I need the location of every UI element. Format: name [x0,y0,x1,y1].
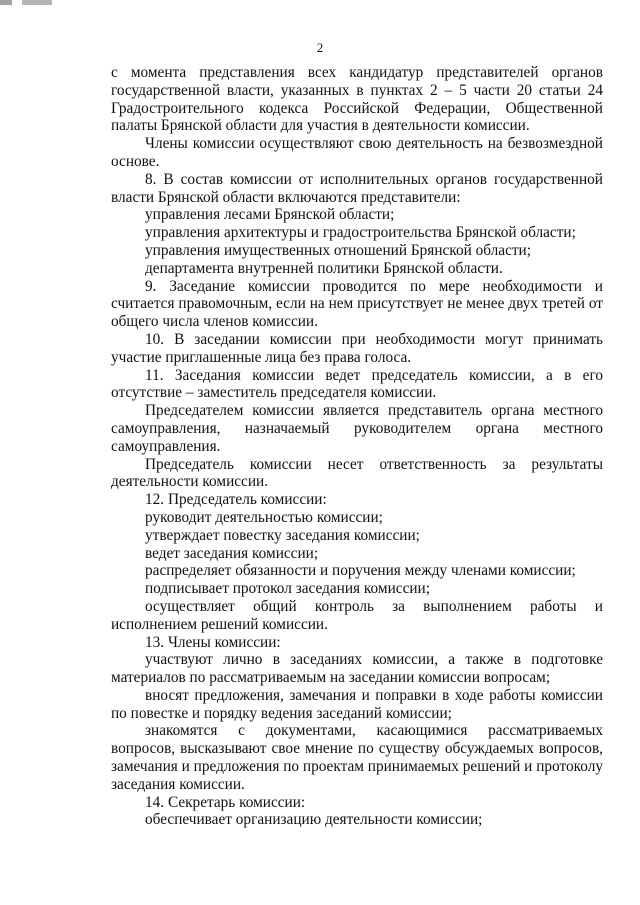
paragraph: осуществляет общий контроль за выполнением работы и исполнением решений комиссии. [111,597,603,633]
paragraph: 11. Заседания комиссии ведет председатель комиссии, а в его отсутствие – заместитель председателя комиссии. [111,366,603,402]
paragraph: 9. Заседание комиссии проводится по мере необходимости и считается правомочным, если на нем присутствует не менее двух третей от общего числа членов комиссии. [111,277,603,331]
paragraph: Члены комиссии осуществляют свою деятельность на безвозмездной основе. [111,135,603,170]
list-item: департамента внутренней политики Брянской области. [145,259,503,277]
document-body [111,64,603,829]
paragraph: участвуют лично в заседаниях комиссии, а также в подготовке материалов по рассматриваемым на заседании комиссии вопросам; [111,651,603,687]
paragraph: Председатель комиссии несет ответственность за результаты деятельности комиссии. [111,455,603,491]
list-item: ведет заседания комиссии; [145,544,319,562]
paragraph: 14. Секретарь комиссии: [145,793,306,811]
paragraph: вносят предложения, замечания и поправки в ходе работы комиссии по повестке и порядку ведения заседаний комиссии; [111,686,603,722]
paragraph: Председателем комиссии является представитель органа местного самоуправления, назначаемый руководителем органа местного самоуправления. [111,402,603,455]
list-item: обеспечивает организацию деятельности комиссии; [145,811,483,829]
list-item: утверждает повестку заседания комиссии; [145,526,420,544]
list-item: подписывает протокол заседания комиссии; [145,580,430,598]
scan-edge-mark [0,0,52,5]
list-item: распределяет обязанности и поручения между членами комиссии; [145,562,576,580]
list-item: управления архитектуры и градостроительства Брянской области; [145,224,576,242]
list-item: руководит деятельностью комиссии; [145,508,383,526]
paragraph: 12. Председатель комиссии: [145,491,327,509]
list-item: управления лесами Брянской области; [145,206,395,224]
page-number: 2 [316,40,324,55]
paragraph: знакомятся с документами, касающимися рассматриваемых вопросов, высказывают свое мнение по существу обсуждаемых вопросов, замечания и предложения по проектам принимаемых решений и протоколу заседания комиссии. [111,722,603,793]
paragraph: 8. В состав комиссии от исполнительных органов государственной власти Брянской области включаются представители: [111,170,603,206]
paragraph: 10. В заседании комиссии при необходимости могут принимать участие приглашенные лица без права голоса. [111,330,603,366]
paragraph: с момента представления всех кандидатур представителей органов государственной власти, указанных в пунктах 2 – 5 части 20 статьи 24 Градостроительного кодекса Российской Федерации, Общественной палаты Брянской области для участия в деятельности комиссии. [111,64,603,135]
paragraph: 13. Члены комиссии: [145,633,281,651]
list-item: управления имущественных отношений Брянской области; [145,241,531,259]
